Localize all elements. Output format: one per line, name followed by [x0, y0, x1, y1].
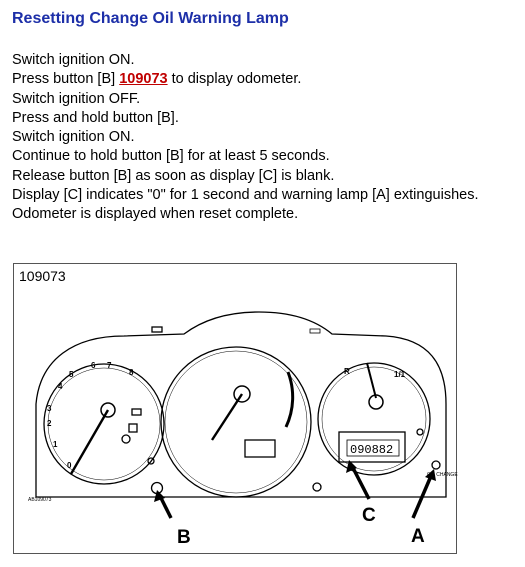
part-code: AB109073	[28, 497, 52, 503]
page-title: Resetting Change Oil Warning Lamp	[12, 10, 289, 27]
tachometer-needle	[71, 410, 108, 474]
instrument-cluster-illustration	[14, 264, 458, 555]
step-7: Release button [B] as soon as display [C] is blank.	[12, 167, 335, 184]
tach-number-4: 4	[58, 382, 63, 391]
step-4: Press and hold button [B].	[12, 109, 179, 126]
speedo-center-display	[245, 440, 275, 457]
cluster-outline	[36, 312, 446, 497]
figure-reference-link[interactable]: 109073	[119, 71, 168, 88]
tach-number-1: 1	[53, 440, 58, 449]
odometer-reading: 090882	[350, 443, 394, 457]
fuel-pump-icon	[417, 429, 423, 435]
step-6: Continue to hold button [B] for at least 5 seconds.	[12, 148, 330, 165]
step-2-text-before: Press button [B]	[12, 71, 120, 88]
battery-icon	[132, 409, 141, 415]
step-3: Switch ignition OFF.	[12, 90, 141, 107]
step-5: Switch ignition ON.	[12, 129, 135, 146]
fuel-gauge-dial	[318, 363, 430, 475]
callout-b: B	[177, 527, 191, 548]
tach-number-7: 7	[107, 361, 112, 370]
arrow-b	[160, 496, 171, 518]
fuel-label-full: 1/1	[394, 370, 406, 379]
tach-number-8: 8	[129, 368, 134, 377]
parking-brake-icon	[129, 424, 137, 432]
callout-a: A	[411, 526, 425, 547]
oil-change-lamp-a	[432, 461, 440, 469]
arrow-c	[352, 466, 369, 499]
tach-number-3: 3	[47, 404, 52, 413]
tach-number-5: 5	[69, 370, 74, 379]
step-2-text-after: to display odometer.	[167, 71, 302, 88]
engine-icon	[122, 435, 130, 443]
beam-indicator-icon	[152, 327, 162, 332]
figure-id: 109073	[19, 268, 66, 284]
callout-c: C	[362, 505, 376, 526]
instrument-cluster-figure	[13, 263, 457, 554]
tach-number-0: 0	[67, 461, 72, 470]
step-8: Display [C] indicates "0" for 1 second and warning lamp [A] extinguishes.	[12, 187, 479, 204]
tach-number-2: 2	[47, 419, 52, 428]
tach-number-6: 6	[91, 361, 96, 370]
step-2	[12, 70, 522, 89]
oil-change-lamp-label: OIL CHANGE	[427, 472, 458, 478]
step-9: Odometer is displayed when reset complete.	[12, 206, 299, 223]
step-1: Switch ignition ON.	[12, 52, 135, 68]
fuel-gauge-needle	[367, 363, 376, 398]
fuel-label-empty: R	[344, 367, 350, 376]
instruction-list	[12, 51, 522, 225]
